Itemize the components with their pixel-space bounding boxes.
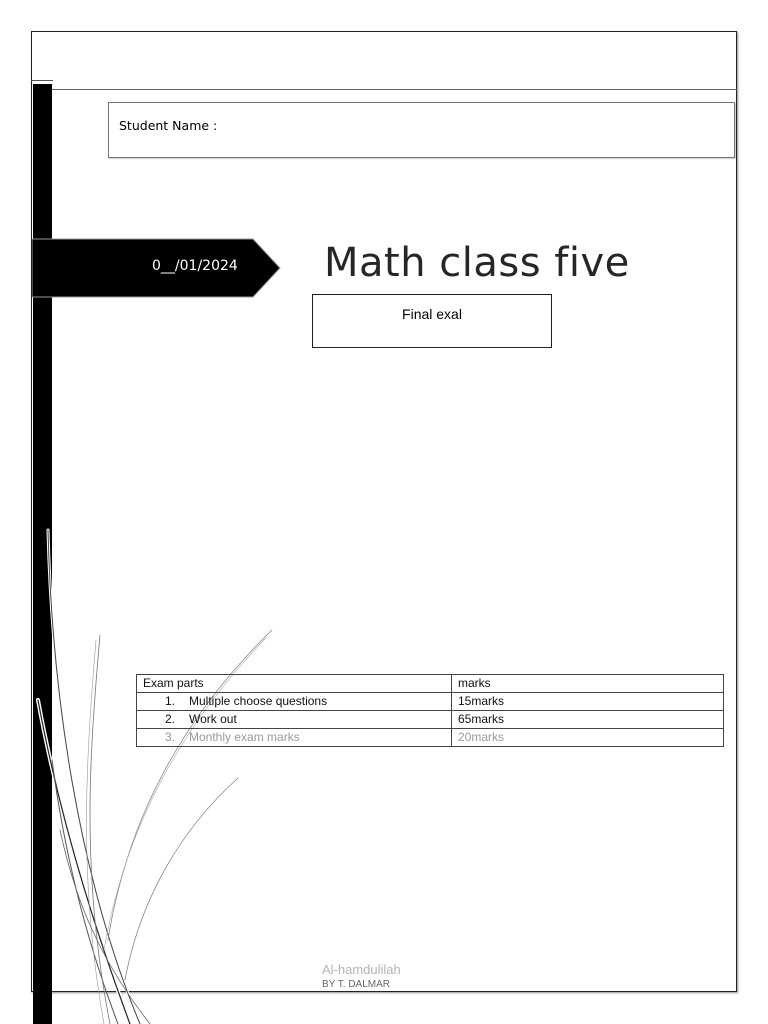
marks-cell: 65marks [452,711,724,729]
subtitle: Final exal [402,306,462,322]
marks-cell: 15marks [452,693,724,711]
table-row [137,729,724,747]
header-divider [52,89,737,90]
exam-part-cell [137,729,452,747]
footer [322,962,401,990]
row-number: 1. [165,694,176,708]
header-divider-left [31,80,53,81]
row-number: 3. [165,730,176,744]
table-header-row [137,675,724,693]
exam-part-name: Multiple choose questions [189,694,328,708]
subtitle-box [312,294,552,348]
marks-cell: 20marks [452,729,724,747]
footer-text: Al-hamdulilah [322,962,401,977]
student-name-label: Student Name : [119,118,218,133]
student-name-box[interactable] [108,102,735,158]
date-banner [32,238,282,298]
page-title: Math class five [324,240,630,286]
exam-part-name: Monthly exam marks [189,730,300,744]
exam-part-cell [137,693,452,711]
table-row [137,693,724,711]
exam-parts-table [136,674,724,747]
exam-part-name: Work out [189,712,237,726]
exam-part-cell [137,711,452,729]
table-row [137,711,724,729]
exam-date: 0__/01/2024 [152,258,238,274]
header-exam-parts: Exam parts [137,675,452,693]
header-marks: marks [452,675,724,693]
page-frame [31,31,737,992]
left-accent-bar [33,84,52,1024]
row-number: 2. [165,712,176,726]
author-credit: BY T. DALMAR [322,979,390,990]
